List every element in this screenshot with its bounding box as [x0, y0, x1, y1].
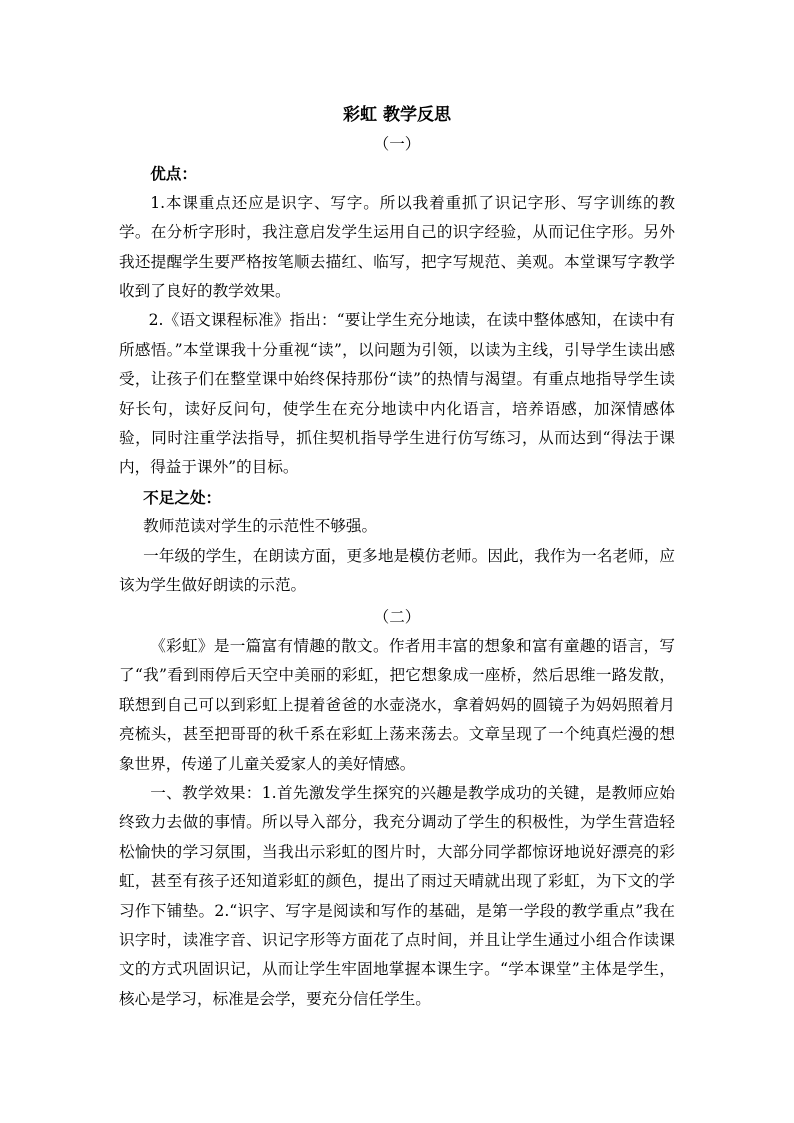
- part-one-heading: （一）: [373, 135, 421, 153]
- document-title: 彩虹 教学反思: [343, 105, 451, 125]
- merits-heading: 优点：: [150, 164, 197, 184]
- part-two-heading: （二）: [373, 607, 421, 626]
- merit-paragraph-2: 2.《语文课程标准》指出：“要让学生充分地读，在读中整体感知，在读中有所感悟。”本堂课我十分重视“读”，以问题为引领，以读为主线，引导学生读出感受，让孩子们在整堂课中始终保持那份“读”的热情与渴望。有重点地指导学生读好长句，读好反问句，使学生在充分地读中内化语言，培养语感，加深情感体验，同时注重学法指导，抓住契机指导学生进行仿写练习，从而达到“得法于课内，得益于课外”的目标。: [119, 311, 675, 477]
- intro-paragraph: 《彩虹》是一篇富有情趣的散文。作者用丰富的想象和富有童趣的语言，写了“我”看到雨停后天空中美丽的彩虹，把它想象成一座桥，然后思维一路发散，联想到自己可以到彩虹上提着爸爸的水壶浇水，拿着妈妈的圆镜子为妈妈照着月亮梳头，甚至把哥哥的秋千系在彩虹上荡来荡去。文章呈现了一个纯真烂漫的想象世界，传递了儿童关爱家人的美好情感。: [119, 636, 675, 773]
- shortcoming-paragraph-2: 一年级的学生，在朗读方面，更多地是模仿老师。因此，我作为一名老师，应该为学生做好朗读的示范。: [119, 546, 675, 595]
- merit-paragraph-1: 1.本课重点还应是识字、写字。所以我着重抓了识记字形、写字训练的教学。在分析字形时，我注意启发学生运用自己的识字经验，从而记住字形。另外我还提醒学生要严格按笔顺去描红、临写，把字写规范、美观。本堂课写字教学收到了良好的教学效果。: [119, 193, 675, 301]
- document-body: [119, 100, 675, 1014]
- teaching-effect-paragraph: 一、教学效果：1.首先激发学生探究的兴趣是教学成功的关键，是教师应始终致力去做的事情。所以导入部分，我充分调动了学生的积极性，为学生营造轻松愉快的学习氛围，当我出示彩虹的图片时，大部分同学都惊讶地说好漂亮的彩虹，甚至有孩子还知道彩虹的颜色，提出了雨过天晴就出现了彩虹，为下文的学习作下铺垫。2.“识字、写字是阅读和写作的基础，是第一学段的教学重点”我在识字时，读准字音、识记字形等方面花了点时间，并且让学生通过小组合作读课文的方式巩固识记，从而让学生牢固地掌握本课生字。“学本课堂”主体是学生，核心是学习，标准是会学，要充分信任学生。: [119, 783, 675, 1008]
- shortcomings-heading: 不足之处：: [143, 487, 222, 507]
- shortcoming-paragraph-1: 教师范读对学生的示范性不够强。: [143, 517, 378, 536]
